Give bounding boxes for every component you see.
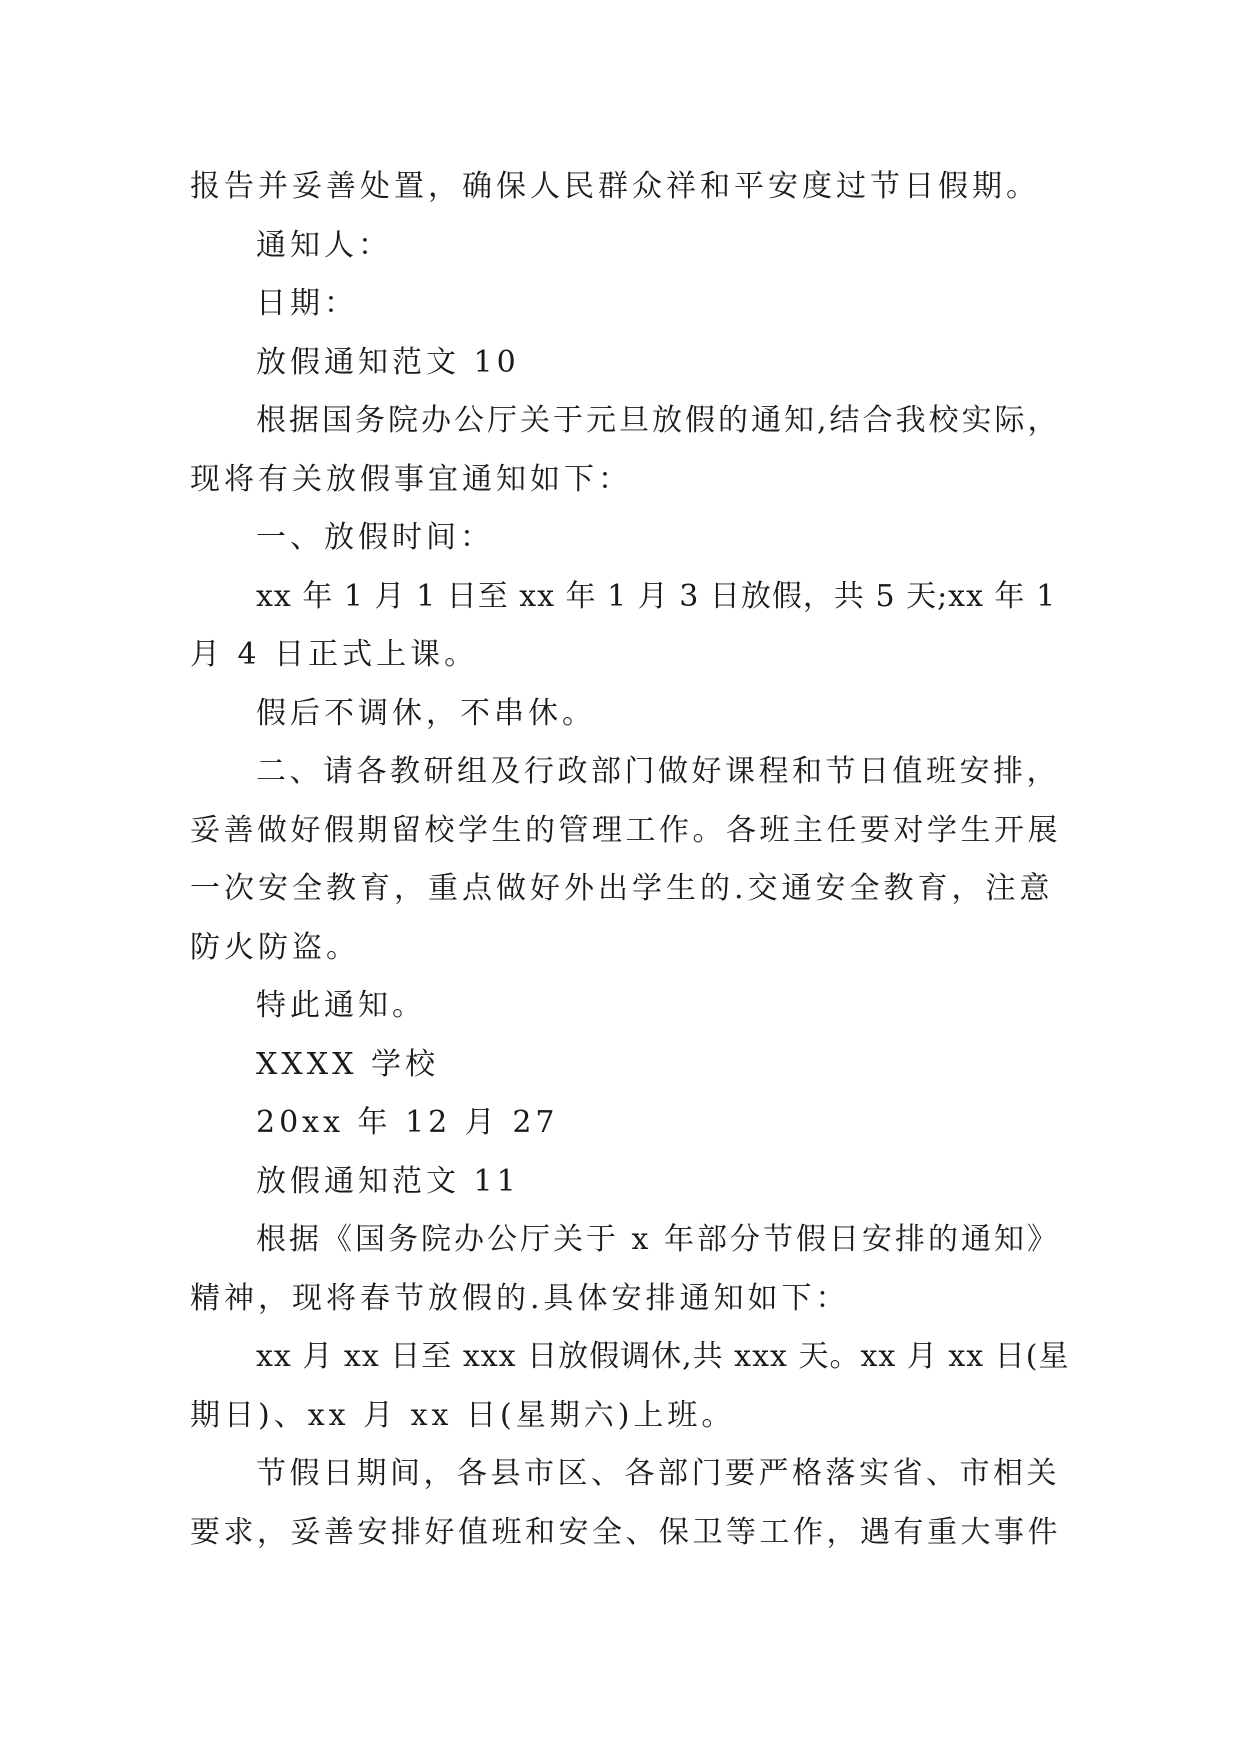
text-line: 期日)、xx 月 xx 日(星期六)上班。 (190, 1397, 736, 1433)
text-line: 日期： (256, 286, 358, 321)
text-line: 通知人： (256, 227, 392, 263)
text-line: xx 月 xx 日至 xxx 日放假调休,共 xxx 天。xx 月 xx 日(星 (256, 1339, 1070, 1374)
text-line: 根据国务院办公厅关于元旦放假的通知,结合我校实际， (256, 403, 1061, 438)
signature-school: XXXX 学校 (256, 1046, 439, 1082)
section-heading: 放假通知范文 11 (256, 1163, 520, 1199)
text-line: xx 年 1 月 1 日至 xx 年 1 月 3 日放假，共 5 天;xx 年 1 (256, 578, 1057, 614)
document-body (190, 158, 1070, 1562)
text-line: 根据《国务院办公厅关于 x 年部分节假日安排的通知》 (256, 1222, 1060, 1257)
text-line: 精神，现将春节放假的.具体安排通知如下： (190, 1280, 850, 1316)
text-line: 防火防盗。 (190, 929, 360, 965)
text-line: 节假日期间，各县市区、各部门要严格落实省、市相关 (256, 1456, 1060, 1491)
text-line: 现将有关放假事宜通知如下： (190, 461, 632, 497)
text-line: 一、放假时间： (256, 520, 494, 555)
text-line: 月 4 日正式上课。 (190, 637, 479, 672)
text-line: 妥善做好假期留校学生的管理工作。各班主任要对学生开展 (190, 812, 1061, 848)
text-line: 假后不调休，不串休。 (256, 695, 596, 731)
text-line: 一次安全教育，重点做好外出学生的.交通安全教育，注意 (190, 871, 1054, 906)
text-line: 二、请各教研组及行政部门做好课程和节日值班安排， (256, 754, 1060, 789)
section-heading: 放假通知范文 10 (256, 344, 520, 380)
text-line: 特此通知。 (256, 988, 426, 1023)
text-line: 报告并妥善处置，确保人民群众祥和平安度过节日假期。 (190, 169, 1040, 204)
signature-date: 20xx 年 12 月 27 (256, 1105, 559, 1140)
text-line: 要求，妥善安排好值班和安全、保卫等工作，遇有重大事件 (190, 1514, 1061, 1550)
